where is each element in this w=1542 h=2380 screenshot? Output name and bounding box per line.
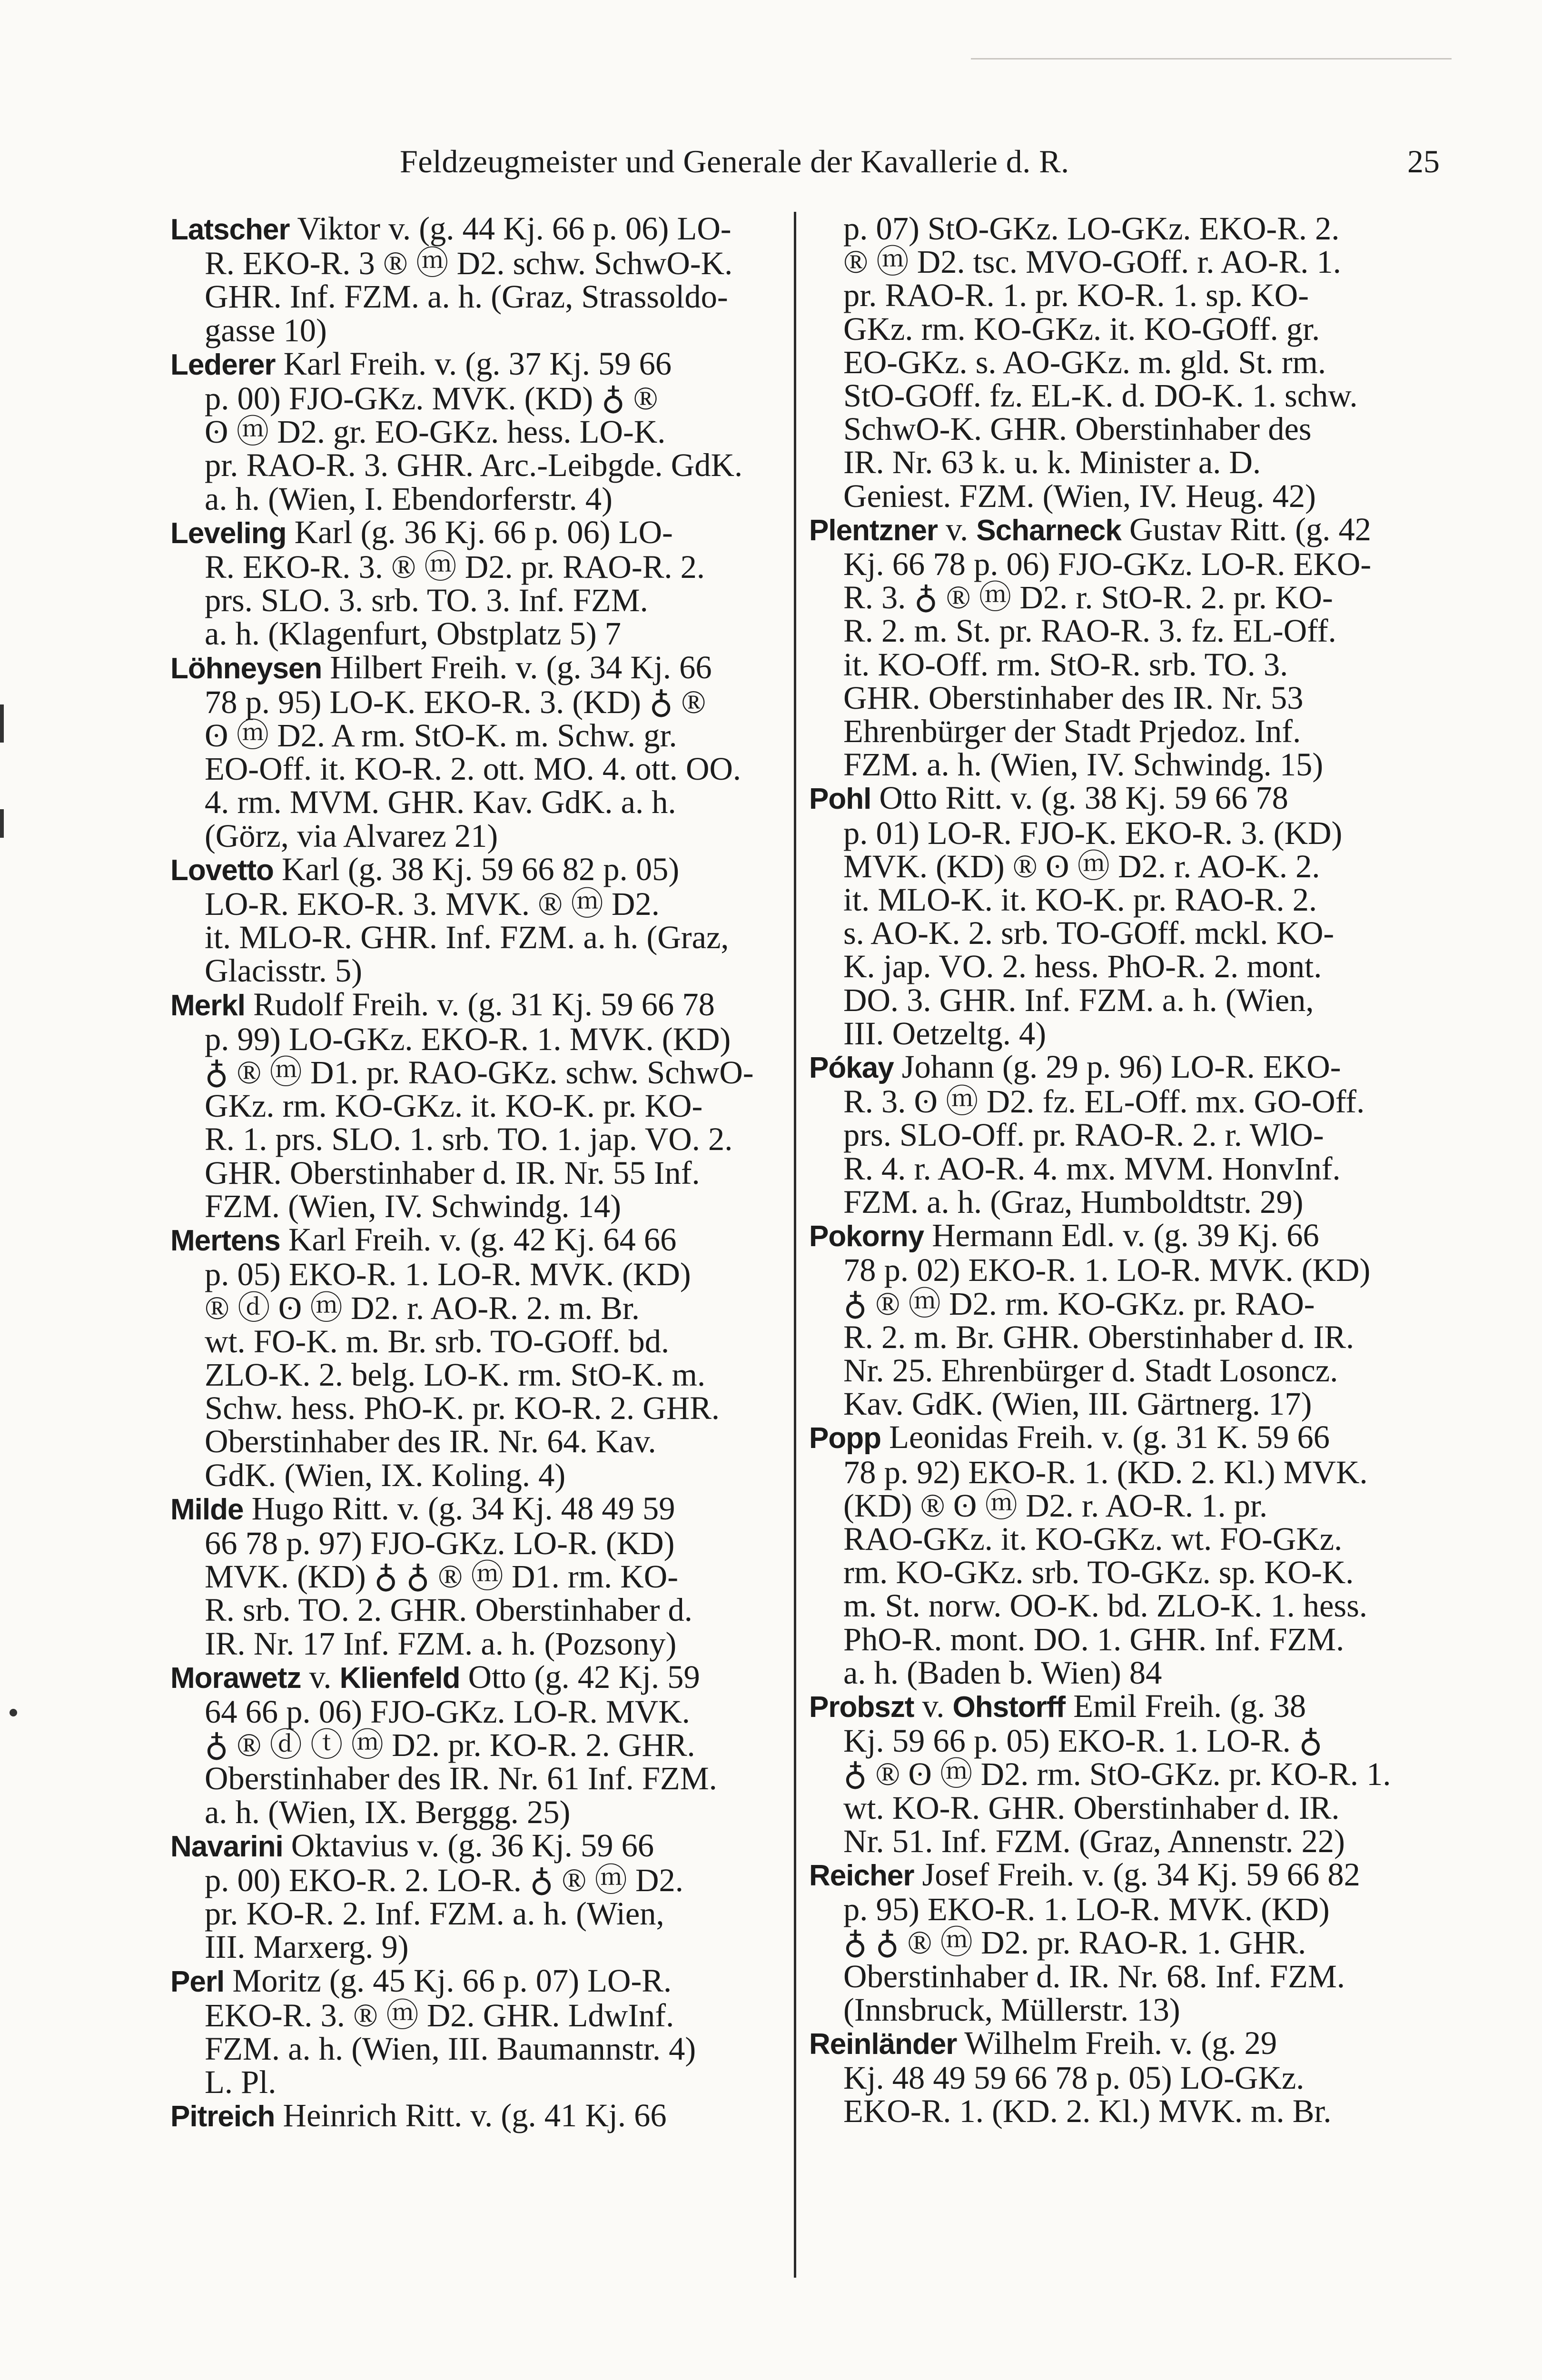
entry bbox=[170, 212, 791, 347]
entry-line: rm. KO-GKz. srb. TO-GKz. sp. KO-K. bbox=[843, 1554, 1354, 1591]
entry-line: pr. RAO-R. 1. pr. KO-R. 1. sp. KO- bbox=[843, 277, 1309, 314]
entry-line: PhO-R. mont. DO. 1. GHR. Inf. FZM. bbox=[843, 1621, 1344, 1657]
entry-line: SchwO-K. GHR. Oberstinhaber des bbox=[843, 411, 1312, 447]
entry bbox=[809, 781, 1430, 1050]
entry-line: FZM. a. h. (Wien, IV. Schwindg. 15) bbox=[843, 746, 1324, 783]
entry-first-line bbox=[170, 1492, 791, 1527]
entry-line: (KD) ® ʘ ⓜ D2. r. AO-R. 1. pr. bbox=[843, 1487, 1268, 1524]
entry-line: Oberstinhaber des IR. Nr. 64. Kav. bbox=[205, 1423, 656, 1460]
entry-line: ♁ ® ʘ ⓜ D2. rm. StO-GKz. pr. KO-R. 1. bbox=[843, 1756, 1391, 1793]
entry-first-line bbox=[170, 347, 791, 382]
entry-first-line bbox=[170, 212, 791, 247]
page-header bbox=[400, 143, 1440, 195]
entry-line: R. 2. m. Br. GHR. Oberstinhaber d. IR. bbox=[843, 1319, 1354, 1355]
entry-line: ʘ ⓜ D2. A rm. StO-K. m. Schw. gr. bbox=[205, 717, 677, 754]
entry-text: Viktor v. (g. 44 Kj. 66 p. 06) LO- bbox=[289, 210, 731, 247]
entry-line: R. 3. ʘ ⓜ D2. fz. EL-Off. mx. GO-Off. bbox=[843, 1083, 1365, 1120]
entry-text: Otto (g. 42 Kj. 59 bbox=[460, 1658, 700, 1695]
entry-line: gasse 10) bbox=[205, 312, 327, 348]
entry-first-line bbox=[170, 988, 791, 1022]
entry-line: EO-GKz. s. AO-GKz. m. gld. St. rm. bbox=[843, 344, 1326, 380]
entry bbox=[170, 1492, 791, 1660]
entry-line: 4. rm. MVM. GHR. Kav. GdK. a. h. bbox=[205, 784, 676, 821]
entry-line: FZM. (Wien, IV. Schwindg. 14) bbox=[205, 1188, 622, 1224]
entry-line: R. srb. TO. 2. GHR. Oberstinhaber d. bbox=[205, 1592, 692, 1628]
entry-line: (Innsbruck, Müllerstr. 13) bbox=[843, 1991, 1180, 2028]
entry-line: Kav. GdK. (Wien, III. Gärtnerg. 17) bbox=[843, 1386, 1312, 1422]
entry-line: p. 95) EKO-R. 1. LO-R. MVK. (KD) bbox=[843, 1891, 1330, 1928]
running-title: Feldzeugmeister und Generale der Kavallerie d. R. bbox=[400, 143, 1069, 179]
entry-line: p. 00) EKO-R. 2. LO-R. ♁ ® ⓜ D2. bbox=[205, 1862, 683, 1898]
entry-line: Kj. 59 66 p. 05) EKO-R. 1. LO-R. ♁ bbox=[843, 1723, 1323, 1759]
entry-line: 66 78 p. 97) FJO-GKz. LO-R. (KD) bbox=[205, 1525, 675, 1561]
entry-name: Leveling bbox=[170, 516, 287, 550]
entry-line: prs. SLO-Off. pr. RAO-R. 2. r. WlO- bbox=[843, 1117, 1324, 1153]
entry-text: Hugo Ritt. v. (g. 34 Kj. 48 49 59 bbox=[243, 1490, 675, 1527]
entry-line: Glacisstr. 5) bbox=[205, 952, 363, 989]
entry-name: Pitreich bbox=[170, 2100, 275, 2133]
entry bbox=[170, 516, 791, 651]
entry-name: Plentzner bbox=[809, 514, 938, 547]
entry bbox=[809, 212, 1430, 513]
entry-name: Popp bbox=[809, 1422, 881, 1455]
entry-text: Karl Freih. v. (g. 37 Kj. 59 66 bbox=[275, 345, 672, 382]
entry-name: Mertens bbox=[170, 1224, 280, 1258]
entry-text: Moritz (g. 45 Kj. 66 p. 07) LO-R. bbox=[224, 1962, 672, 1999]
entry-line: Kj. 48 49 59 66 78 p. 05) LO-GKz. bbox=[843, 2060, 1305, 2096]
margin-bullet bbox=[10, 1709, 17, 1716]
entry-line: p. 01) LO-R. FJO-K. EKO-R. 3. (KD) bbox=[843, 814, 1343, 851]
entry-first-line bbox=[809, 1050, 1430, 1085]
entry-name: Lovetto bbox=[170, 853, 274, 887]
entry-line: EKO-R. 1. (KD. 2. Kl.) MVK. m. Br. bbox=[843, 2093, 1332, 2130]
entry-text: v. bbox=[938, 511, 977, 547]
entry-text: Hilbert Freih. v. (g. 34 Kj. 66 bbox=[322, 649, 712, 685]
entry-first-line bbox=[809, 1689, 1430, 1724]
entry-line: Oberstinhaber des IR. Nr. 61 Inf. FZM. bbox=[205, 1760, 717, 1797]
entry-line: R. EKO-R. 3 ® ⓜ D2. schw. SchwO-K. bbox=[205, 245, 733, 282]
entry-text: Otto Ritt. v. (g. 38 Kj. 59 66 78 bbox=[871, 780, 1288, 816]
column-divider bbox=[794, 212, 796, 2278]
entry-line: 78 p. 02) EKO-R. 1. LO-R. MVK. (KD) bbox=[843, 1252, 1371, 1289]
entry-first-line bbox=[809, 1858, 1430, 1893]
entry-name: Lederer bbox=[170, 348, 276, 381]
entry-text: Oktavius v. (g. 36 Kj. 59 66 bbox=[283, 1827, 654, 1864]
entry bbox=[170, 988, 791, 1223]
entry-name: Latscher bbox=[170, 213, 290, 246]
edge-mark bbox=[0, 704, 4, 743]
entry-text: Heinrich Ritt. v. (g. 41 Kj. 66 bbox=[275, 2097, 667, 2134]
entry-line: GKz. rm. KO-GKz. it. KO-K. pr. KO- bbox=[205, 1088, 703, 1124]
entry-line: R. 3. ♁ ® ⓜ D2. r. StO-R. 2. pr. KO- bbox=[843, 579, 1333, 616]
entry-text: Wilhelm Freih. v. (g. 29 bbox=[957, 2024, 1277, 2061]
entry-name: Morawetz bbox=[170, 1661, 301, 1695]
entry-line: (Görz, via Alvarez 21) bbox=[205, 817, 498, 854]
entry-line: R. 2. m. St. pr. RAO-R. 3. fz. EL-Off. bbox=[843, 613, 1336, 649]
entry-name: Reinländer bbox=[809, 2027, 957, 2061]
entry-line: wt. FO-K. m. Br. srb. TO-GOff. bd. bbox=[205, 1323, 670, 1359]
entry-line: Nr. 25. Ehrenbürger d. Stadt Losoncz. bbox=[843, 1352, 1338, 1388]
entry-line: a. h. (Wien, IX. Berggg. 25) bbox=[205, 1794, 571, 1830]
entry-name: Pokorny bbox=[809, 1220, 924, 1253]
entry-line: MVK. (KD) ® ʘ ⓜ D2. r. AO-K. 2. bbox=[843, 848, 1320, 884]
entry-line: pr. KO-R. 2. Inf. FZM. a. h. (Wien, bbox=[205, 1895, 664, 1932]
entry-line: s. AO-K. 2. srb. TO-GOff. mckl. KO- bbox=[843, 915, 1334, 952]
entry-text: Leonidas Freih. v. (g. 31 K. 59 66 bbox=[880, 1419, 1330, 1456]
entry-line: ʘ ⓜ D2. gr. EO-GKz. hess. LO-K. bbox=[205, 414, 666, 450]
entry bbox=[809, 1420, 1430, 1689]
entry bbox=[170, 1964, 791, 2099]
entry-first-line bbox=[170, 1660, 791, 1695]
entry-line: ♁ ® ⓜ D1. pr. RAO-GKz. schw. SchwO- bbox=[205, 1054, 754, 1091]
entry-line: p. 05) EKO-R. 1. LO-R. MVK. (KD) bbox=[205, 1256, 691, 1293]
entry-line: ZLO-K. 2. belg. LO-K. rm. StO-K. m. bbox=[205, 1356, 706, 1393]
entry-line: Nr. 51. Inf. FZM. (Graz, Annenstr. 22) bbox=[843, 1823, 1345, 1859]
entry-line: a. h. (Klagenfurt, Obstplatz 5) 7 bbox=[205, 615, 622, 652]
entry-name: Merkl bbox=[170, 989, 245, 1022]
entry-line: Oberstinhaber d. IR. Nr. 68. Inf. FZM. bbox=[843, 1958, 1345, 1994]
page-number: 25 bbox=[1407, 143, 1440, 179]
entry-text: Rudolf Freih. v. (g. 31 Kj. 59 66 78 bbox=[245, 986, 715, 1022]
entry-line: IR. Nr. 17 Inf. FZM. a. h. (Pozsony) bbox=[205, 1625, 677, 1662]
entry-line: GHR. Oberstinhaber des IR. Nr. 53 bbox=[843, 679, 1304, 716]
entry-name-secondary: Klienfeld bbox=[339, 1661, 460, 1695]
entry-text: Johann (g. 29 p. 96) LO-R. EKO- bbox=[893, 1049, 1341, 1085]
entry-line: GHR. Inf. FZM. a. h. (Graz, Strassoldo- bbox=[205, 278, 728, 315]
entry-name: Reicher bbox=[809, 1859, 914, 1892]
entry-text: v. bbox=[301, 1658, 340, 1695]
entry-line: pr. RAO-R. 3. GHR. Arc.-Leibgde. GdK. bbox=[205, 447, 743, 484]
entry-first-line bbox=[809, 781, 1430, 816]
entry-name: Pókay bbox=[809, 1051, 894, 1085]
entry-name: Löhneysen bbox=[170, 652, 322, 685]
entry-line: DO. 3. GHR. Inf. FZM. a. h. (Wien, bbox=[843, 982, 1314, 1018]
entry-line: III. Marxerg. 9) bbox=[205, 1929, 409, 1965]
entry bbox=[170, 347, 791, 516]
entry-line: LO-R. EKO-R. 3. MVK. ® ⓜ D2. bbox=[205, 886, 660, 922]
entry-line: wt. KO-R. GHR. Oberstinhaber d. IR. bbox=[843, 1789, 1340, 1826]
entry-first-line bbox=[170, 1829, 791, 1864]
entry bbox=[170, 651, 791, 853]
entry-first-line bbox=[170, 1964, 791, 1999]
entry-line: ® ⓜ D2. tsc. MVO-GOff. r. AO-R. 1. bbox=[843, 244, 1341, 280]
entry bbox=[809, 2026, 1430, 2128]
entry-first-line bbox=[809, 1420, 1430, 1455]
entry-first-line bbox=[809, 212, 1430, 245]
entry-line: GdK. (Wien, IX. Koling. 4) bbox=[205, 1457, 566, 1493]
entry-line: p. 00) FJO-GKz. MVK. (KD) ♁ ® bbox=[205, 380, 658, 417]
entry-line: FZM. a. h. (Wien, III. Baumannstr. 4) bbox=[205, 2030, 696, 2067]
entry-line: Geniest. FZM. (Wien, IV. Heug. 42) bbox=[843, 477, 1316, 514]
entry-line: a. h. (Baden b. Wien) 84 bbox=[843, 1654, 1162, 1691]
entry bbox=[170, 853, 791, 988]
left-column bbox=[170, 212, 791, 2134]
entry-first-line bbox=[170, 1223, 791, 1258]
entry-line: it. MLO-K. it. KO-K. pr. RAO-R. 2. bbox=[843, 882, 1317, 918]
entry-first-line bbox=[170, 516, 791, 550]
entry-line: GHR. Oberstinhaber d. IR. Nr. 55 Inf. bbox=[205, 1154, 700, 1191]
entry-first-line bbox=[170, 651, 791, 685]
entry-line: Schw. hess. PhO-K. pr. KO-R. 2. GHR. bbox=[205, 1390, 720, 1427]
entry-line: ® ⓓ ʘ ⓜ D2. r. AO-R. 2. m. Br. bbox=[205, 1289, 640, 1326]
entry-first-line bbox=[809, 1219, 1430, 1253]
entry bbox=[809, 513, 1430, 782]
entry-line: StO-GOff. fz. EL-K. d. DO-K. 1. schw. bbox=[843, 377, 1358, 414]
entry-line: ♁ ® ⓜ D2. rm. KO-GKz. pr. RAO- bbox=[843, 1285, 1315, 1322]
entry-line: FZM. a. h. (Graz, Humboldtstr. 29) bbox=[843, 1183, 1304, 1220]
entry bbox=[170, 1660, 791, 1829]
entry-first-line bbox=[809, 513, 1430, 547]
entry-line: R. 4. r. AO-R. 4. mx. MVM. HonvInf. bbox=[843, 1150, 1341, 1187]
entry-line: Ehrenbürger der Stadt Prjedoz. Inf. bbox=[843, 713, 1301, 750]
entry-text: Karl (g. 38 Kj. 59 66 82 p. 05) bbox=[273, 851, 680, 887]
entry-name: Milde bbox=[170, 1493, 244, 1526]
entry bbox=[809, 1689, 1430, 1858]
entry-text: p. 07) StO-GKz. LO-GKz. EKO-R. 2. bbox=[843, 210, 1340, 247]
entry-line: 78 p. 95) LO-K. EKO-R. 3. (KD) ♁ ® bbox=[205, 684, 706, 720]
entry-line: RAO-GKz. it. KO-GKz. wt. FO-GKz. bbox=[843, 1520, 1343, 1557]
entry-line: K. jap. VO. 2. hess. PhO-R. 2. mont. bbox=[843, 948, 1322, 985]
entry-name: Probszt bbox=[809, 1690, 914, 1724]
entry-line: 78 p. 92) EKO-R. 1. (KD. 2. Kl.) MVK. bbox=[843, 1454, 1368, 1490]
entry-line: IR. Nr. 63 k. u. k. Minister a. D. bbox=[843, 444, 1261, 481]
entry-line: a. h. (Wien, I. Ebendorferstr. 4) bbox=[205, 480, 613, 517]
entry-line: EO-Off. it. KO-R. 2. ott. MO. 4. ott. OO. bbox=[205, 751, 741, 787]
entry bbox=[809, 1219, 1430, 1420]
entry-line: it. KO-Off. rm. StO-R. srb. TO. 3. bbox=[843, 646, 1288, 683]
entry-line: prs. SLO. 3. srb. TO. 3. Inf. FZM. bbox=[205, 582, 648, 619]
entry-line: p. 99) LO-GKz. EKO-R. 1. MVK. (KD) bbox=[205, 1021, 731, 1057]
entry-text: Hermann Edl. v. (g. 39 Kj. 66 bbox=[924, 1217, 1319, 1254]
entry-text: Josef Freih. v. (g. 34 Kj. 59 66 82 bbox=[914, 1856, 1360, 1893]
top-edge-mark bbox=[971, 58, 1452, 60]
entry-text: Gustav Ritt. (g. 42 bbox=[1121, 511, 1372, 547]
entry-line: L. Pl. bbox=[205, 2064, 277, 2101]
entry-name-secondary: Ohstorff bbox=[952, 1690, 1066, 1724]
entry-line: it. MLO-R. GHR. Inf. FZM. a. h. (Graz, bbox=[205, 919, 729, 956]
entry-text: Emil Freih. (g. 38 bbox=[1065, 1687, 1306, 1724]
entry bbox=[170, 1223, 791, 1492]
entry-line: 64 66 p. 06) FJO-GKz. LO-R. MVK. bbox=[205, 1693, 690, 1730]
entry-name: Perl bbox=[170, 1965, 225, 1998]
entry-line: ♁ ♁ ® ⓜ D2. pr. RAO-R. 1. GHR. bbox=[843, 1924, 1306, 1961]
entry-first-line bbox=[170, 2099, 791, 2133]
entry-text: v. bbox=[914, 1687, 953, 1724]
entry-name: Pohl bbox=[809, 783, 871, 816]
entry-line: Kj. 66 78 p. 06) FJO-GKz. LO-R. EKO- bbox=[843, 546, 1372, 583]
entry-line: R. 1. prs. SLO. 1. srb. TO. 1. jap. VO. 2. bbox=[205, 1121, 733, 1158]
entry-text: Karl (g. 36 Kj. 66 p. 06) LO- bbox=[286, 514, 673, 550]
entry-line: m. St. norw. OO-K. bd. ZLO-K. 1. hess. bbox=[843, 1587, 1367, 1624]
right-column bbox=[809, 212, 1430, 2128]
edge-mark bbox=[0, 809, 4, 838]
entry-first-line bbox=[809, 2026, 1430, 2061]
entry-line: III. Oetzeltg. 4) bbox=[843, 1015, 1047, 1051]
entry-line: MVK. (KD) ♁ ♁ ® ⓜ D1. rm. KO- bbox=[205, 1558, 679, 1595]
entry-name: Navarini bbox=[170, 1830, 283, 1863]
entry-line: GKz. rm. KO-GKz. it. KO-GOff. gr. bbox=[843, 310, 1320, 347]
entry bbox=[809, 1050, 1430, 1219]
entry-line: R. EKO-R. 3. ® ⓜ D2. pr. RAO-R. 2. bbox=[205, 549, 705, 585]
entry-line: EKO-R. 3. ® ⓜ D2. GHR. LdwInf. bbox=[205, 1997, 674, 2033]
entry bbox=[809, 1858, 1430, 2026]
entry bbox=[170, 1829, 791, 1964]
entry-name-secondary: Scharneck bbox=[976, 514, 1121, 547]
entry-line: ♁ ® ⓓ ⓣ ⓜ D2. pr. KO-R. 2. GHR. bbox=[205, 1727, 695, 1764]
entry-text: Karl Freih. v. (g. 42 Kj. 64 66 bbox=[280, 1221, 677, 1258]
entry bbox=[170, 2099, 791, 2133]
entry-first-line bbox=[170, 853, 791, 887]
